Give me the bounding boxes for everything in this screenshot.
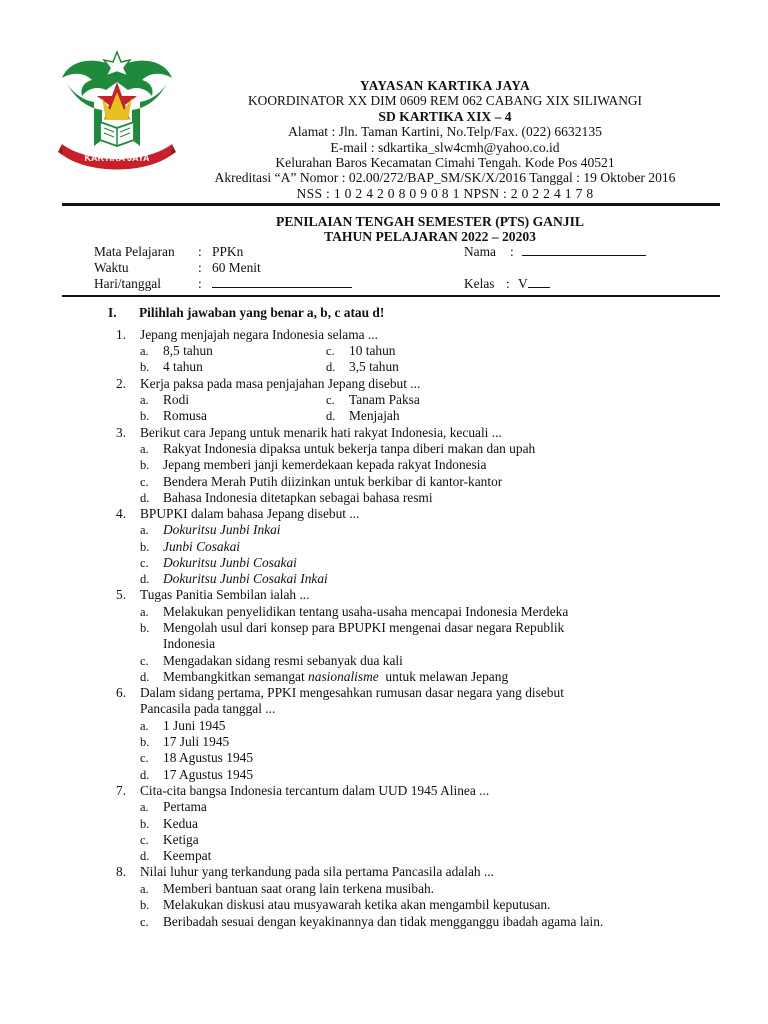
option-text: Membangkitkan semangat [163, 669, 305, 684]
time-label: Waktu [94, 260, 129, 275]
option-text: Rodi [163, 392, 190, 407]
option-text: Bendera Merah Putih diizinkan untuk berkibar di kantor-kantor [163, 474, 503, 489]
option-3d[interactable] [140, 490, 433, 506]
question-5 [116, 587, 716, 603]
option-letter: c. [326, 344, 335, 358]
question-2 [116, 376, 716, 392]
school-name: SD KARTIKA XIX – 4 [378, 108, 512, 124]
option-2a[interactable] [140, 392, 189, 408]
accreditation: Akreditasi “A” Nomor : 02.00/272/BAP_SM/SK/X/2016 Tanggal : 19 Oktober 2016 [214, 170, 676, 186]
question-8 [116, 864, 716, 880]
option-text: 10 tahun [349, 343, 396, 358]
option-text: Ketiga [163, 832, 199, 847]
option-6b[interactable] [140, 734, 229, 750]
option-text: Dokuritsu Junbi Cosakai [163, 555, 297, 570]
school-email: E-mail : sdkartika_slw4cmh@yahoo.co.id [330, 139, 560, 155]
question-number: 5. [116, 587, 127, 602]
section-number: I. [108, 305, 117, 320]
option-text: 4 tahun [163, 359, 203, 374]
option-2d[interactable] [326, 408, 400, 424]
school-address: Alamat : Jln. Taman Kartini, No.Telp/Fax. (022) 6632135 [288, 124, 602, 140]
option-letter: b. [140, 540, 150, 554]
option-letter: c. [326, 393, 335, 407]
option-1a[interactable] [140, 343, 213, 359]
exam-title [140, 214, 720, 245]
option-letter: d. [140, 768, 150, 782]
option-text: Junbi Cosakai [163, 539, 240, 554]
class-value: V [518, 276, 528, 291]
time-value: 60 Menit [212, 260, 261, 275]
option-7b[interactable] [140, 816, 198, 832]
question-3 [116, 425, 716, 441]
colon: : [198, 244, 202, 259]
option-1b[interactable] [140, 359, 203, 375]
option-letter: c. [140, 475, 149, 489]
option-text: Mengadakan sidang resmi sebanyak dua kali [163, 653, 403, 668]
option-8a[interactable] [140, 881, 434, 897]
option-text-rest: untuk melawan Jepang [378, 669, 509, 684]
colon: : [506, 276, 510, 291]
option-7d[interactable] [140, 848, 211, 864]
info-divider [62, 295, 720, 297]
question-text: Berikut cara Jepang untuk menarik hati rakyat Indonesia, kecuali ... [140, 425, 502, 440]
option-6a[interactable] [140, 718, 226, 734]
question-number: 1. [116, 327, 127, 342]
question-number: 4. [116, 506, 127, 521]
question-text: Nilai luhur yang terkandung pada sila pertama Pancasila adalah ... [140, 864, 494, 879]
option-letter: d. [140, 572, 150, 586]
logo-ribbon-text: KARTIKA JAYA [84, 153, 150, 163]
option-text: 1 Juni 1945 [163, 718, 226, 733]
option-8b[interactable] [140, 897, 550, 913]
option-text: 8,5 tahun [163, 343, 213, 358]
date-label: Hari/tanggal [94, 276, 161, 291]
school-logo [58, 48, 176, 170]
option-letter: d. [140, 849, 150, 863]
option-4d[interactable] [140, 571, 328, 587]
option-6c[interactable] [140, 750, 253, 766]
question-text: BPUPKI dalam bahasa Jepang disebut ... [140, 506, 360, 521]
option-text: Melakukan diskusi atau musyawarah ketika akan mengambil keputusan. [163, 897, 551, 912]
option-letter: c. [140, 833, 149, 847]
option-letter: a. [140, 442, 149, 456]
school-district: Kelurahan Baros Kecamatan Cimahi Tengah. Kode Pos 40521 [275, 155, 615, 171]
option-2b[interactable] [140, 408, 207, 424]
class-field[interactable] [518, 276, 550, 292]
option-letter: b. [140, 898, 150, 912]
exam-year: TAHUN PELAJARAN 2022 – 20203 [324, 229, 536, 245]
option-letter: a. [140, 719, 149, 733]
option-letter: b. [140, 409, 150, 423]
date-field[interactable] [212, 276, 352, 292]
option-text: 17 Agustus 1945 [163, 767, 254, 782]
option-letter: d. [326, 360, 336, 374]
foundation-name: YAYASAN KARTIKA JAYA [360, 78, 530, 93]
question-number: 8. [116, 864, 127, 879]
option-letter: b. [140, 735, 150, 749]
option-letter: a. [140, 800, 149, 814]
option-1d[interactable] [326, 359, 399, 375]
colon: : [198, 276, 202, 291]
option-letter: c. [140, 654, 149, 668]
option-letter: a. [140, 605, 149, 619]
question-6 [116, 685, 716, 718]
option-text: Jepang memberi janji kemerdekaan kepada rakyat Indonesia [163, 457, 487, 472]
name-label: Nama [464, 244, 496, 259]
option-letter: b. [140, 621, 150, 635]
option-5c[interactable] [140, 653, 403, 669]
letterhead-divider [62, 203, 720, 206]
option-text: Dokuritsu Junbi Cosakai Inkai [163, 571, 328, 586]
option-letter: d. [140, 491, 150, 505]
option-letter: a. [140, 344, 149, 358]
question-7 [116, 783, 716, 799]
option-letter: c. [140, 915, 149, 929]
question-number: 3. [116, 425, 127, 440]
option-1c[interactable] [326, 343, 396, 359]
question-text: Dalam sidang pertama, PPKI mengesahkan rumusan dasar negara yang disebut [140, 685, 564, 700]
option-text: Pertama [163, 799, 207, 814]
option-letter: a. [140, 393, 149, 407]
question-text: Jepang menjajah negara Indonesia selama ... [140, 327, 378, 342]
school-ids: NSS : 1 0 2 4 2 0 8 0 9 0 8 1 NPSN : 2 0 2 2 4 1 7 8 [296, 185, 594, 201]
question-text: Tugas Panitia Sembilan ialah ... [140, 587, 310, 602]
option-letter: c. [140, 751, 149, 765]
option-5d[interactable] [140, 669, 508, 685]
subject-value: PPKn [212, 244, 244, 259]
section-heading [108, 305, 384, 321]
option-text: Menjajah [349, 408, 400, 423]
option-5a[interactable] [140, 604, 568, 620]
option-letter: d. [326, 409, 336, 423]
option-text: Rakyat Indonesia dipaksa untuk bekerja tanpa diberi makan dan upah [163, 441, 536, 456]
option-6d[interactable] [140, 767, 253, 783]
option-3a[interactable] [140, 441, 535, 457]
option-text: Keempat [163, 848, 212, 863]
option-2c[interactable] [326, 392, 420, 408]
option-text: Mengolah usul dari konsep para BPUPKI mengenai dasar negara Republik [163, 620, 565, 635]
option-4a[interactable] [140, 522, 281, 538]
option-5b-continued [140, 636, 215, 652]
option-text: 18 Agustus 1945 [163, 750, 254, 765]
colon: : [510, 244, 514, 259]
option-3c[interactable] [140, 474, 502, 490]
option-letter: c. [140, 556, 149, 570]
question-text: Cita-cita bangsa Indonesia tercantum dalam UUD 1945 Alinea ... [140, 783, 490, 798]
option-text: Romusa [163, 408, 207, 423]
question-text: Kerja paksa pada masa penjajahan Jepang disebut ... [140, 376, 421, 391]
option-text: 3,5 tahun [349, 359, 399, 374]
question-number: 7. [116, 783, 127, 798]
coordinator: KOORDINATOR XX DIM 0609 REM 062 CABANG XIX SILIWANGI [247, 93, 643, 109]
option-text: Tanam Paksa [349, 392, 420, 407]
option-letter: a. [140, 523, 149, 537]
question-1 [116, 327, 716, 343]
option-text: Memberi bantuan saat orang lain terkena musibah. [163, 881, 435, 896]
question-number: 6. [116, 685, 127, 700]
question-number: 2. [116, 376, 127, 391]
option-3b[interactable] [140, 457, 486, 473]
letterhead [180, 78, 710, 201]
option-text: Melakukan penyelidikan tentang usaha-usaha mencapai Indonesia Merdeka [163, 604, 569, 619]
option-4c[interactable] [140, 555, 297, 571]
exam-name: PENILAIAN TENGAH SEMESTER (PTS) GANJIL [276, 214, 584, 229]
name-field[interactable] [522, 244, 646, 260]
option-letter: b. [140, 817, 150, 831]
option-text: Indonesia [163, 636, 216, 651]
question-4 [116, 506, 716, 522]
option-letter: a. [140, 882, 149, 896]
option-7a[interactable] [140, 799, 207, 815]
class-label: Kelas [464, 276, 495, 291]
section-instruction: Pilihlah jawaban yang benar a, b, c atau d! [139, 305, 385, 320]
option-letter: b. [140, 458, 150, 472]
question-text-line2: Pancasila pada tanggal ... [140, 701, 276, 717]
option-4b[interactable] [140, 539, 240, 555]
option-8c[interactable] [140, 914, 603, 930]
option-letter: b. [140, 360, 150, 374]
colon: : [198, 260, 202, 275]
option-italic-word: nasionalisme [308, 669, 379, 684]
option-text: Dokuritsu Junbi Inkai [163, 522, 281, 537]
option-text: Kedua [163, 816, 198, 831]
option-text: 17 Juli 1945 [163, 734, 230, 749]
option-5b[interactable] [140, 620, 564, 636]
option-7c[interactable] [140, 832, 199, 848]
subject-label: Mata Pelajaran [94, 244, 175, 259]
option-text: Bahasa Indonesia ditetapkan sebagai bahasa resmi [163, 490, 433, 505]
option-letter: d. [140, 670, 150, 684]
option-text: Beribadah sesuai dengan keyakinannya dan tidak mengganggu ibadah agama lain. [163, 914, 604, 929]
